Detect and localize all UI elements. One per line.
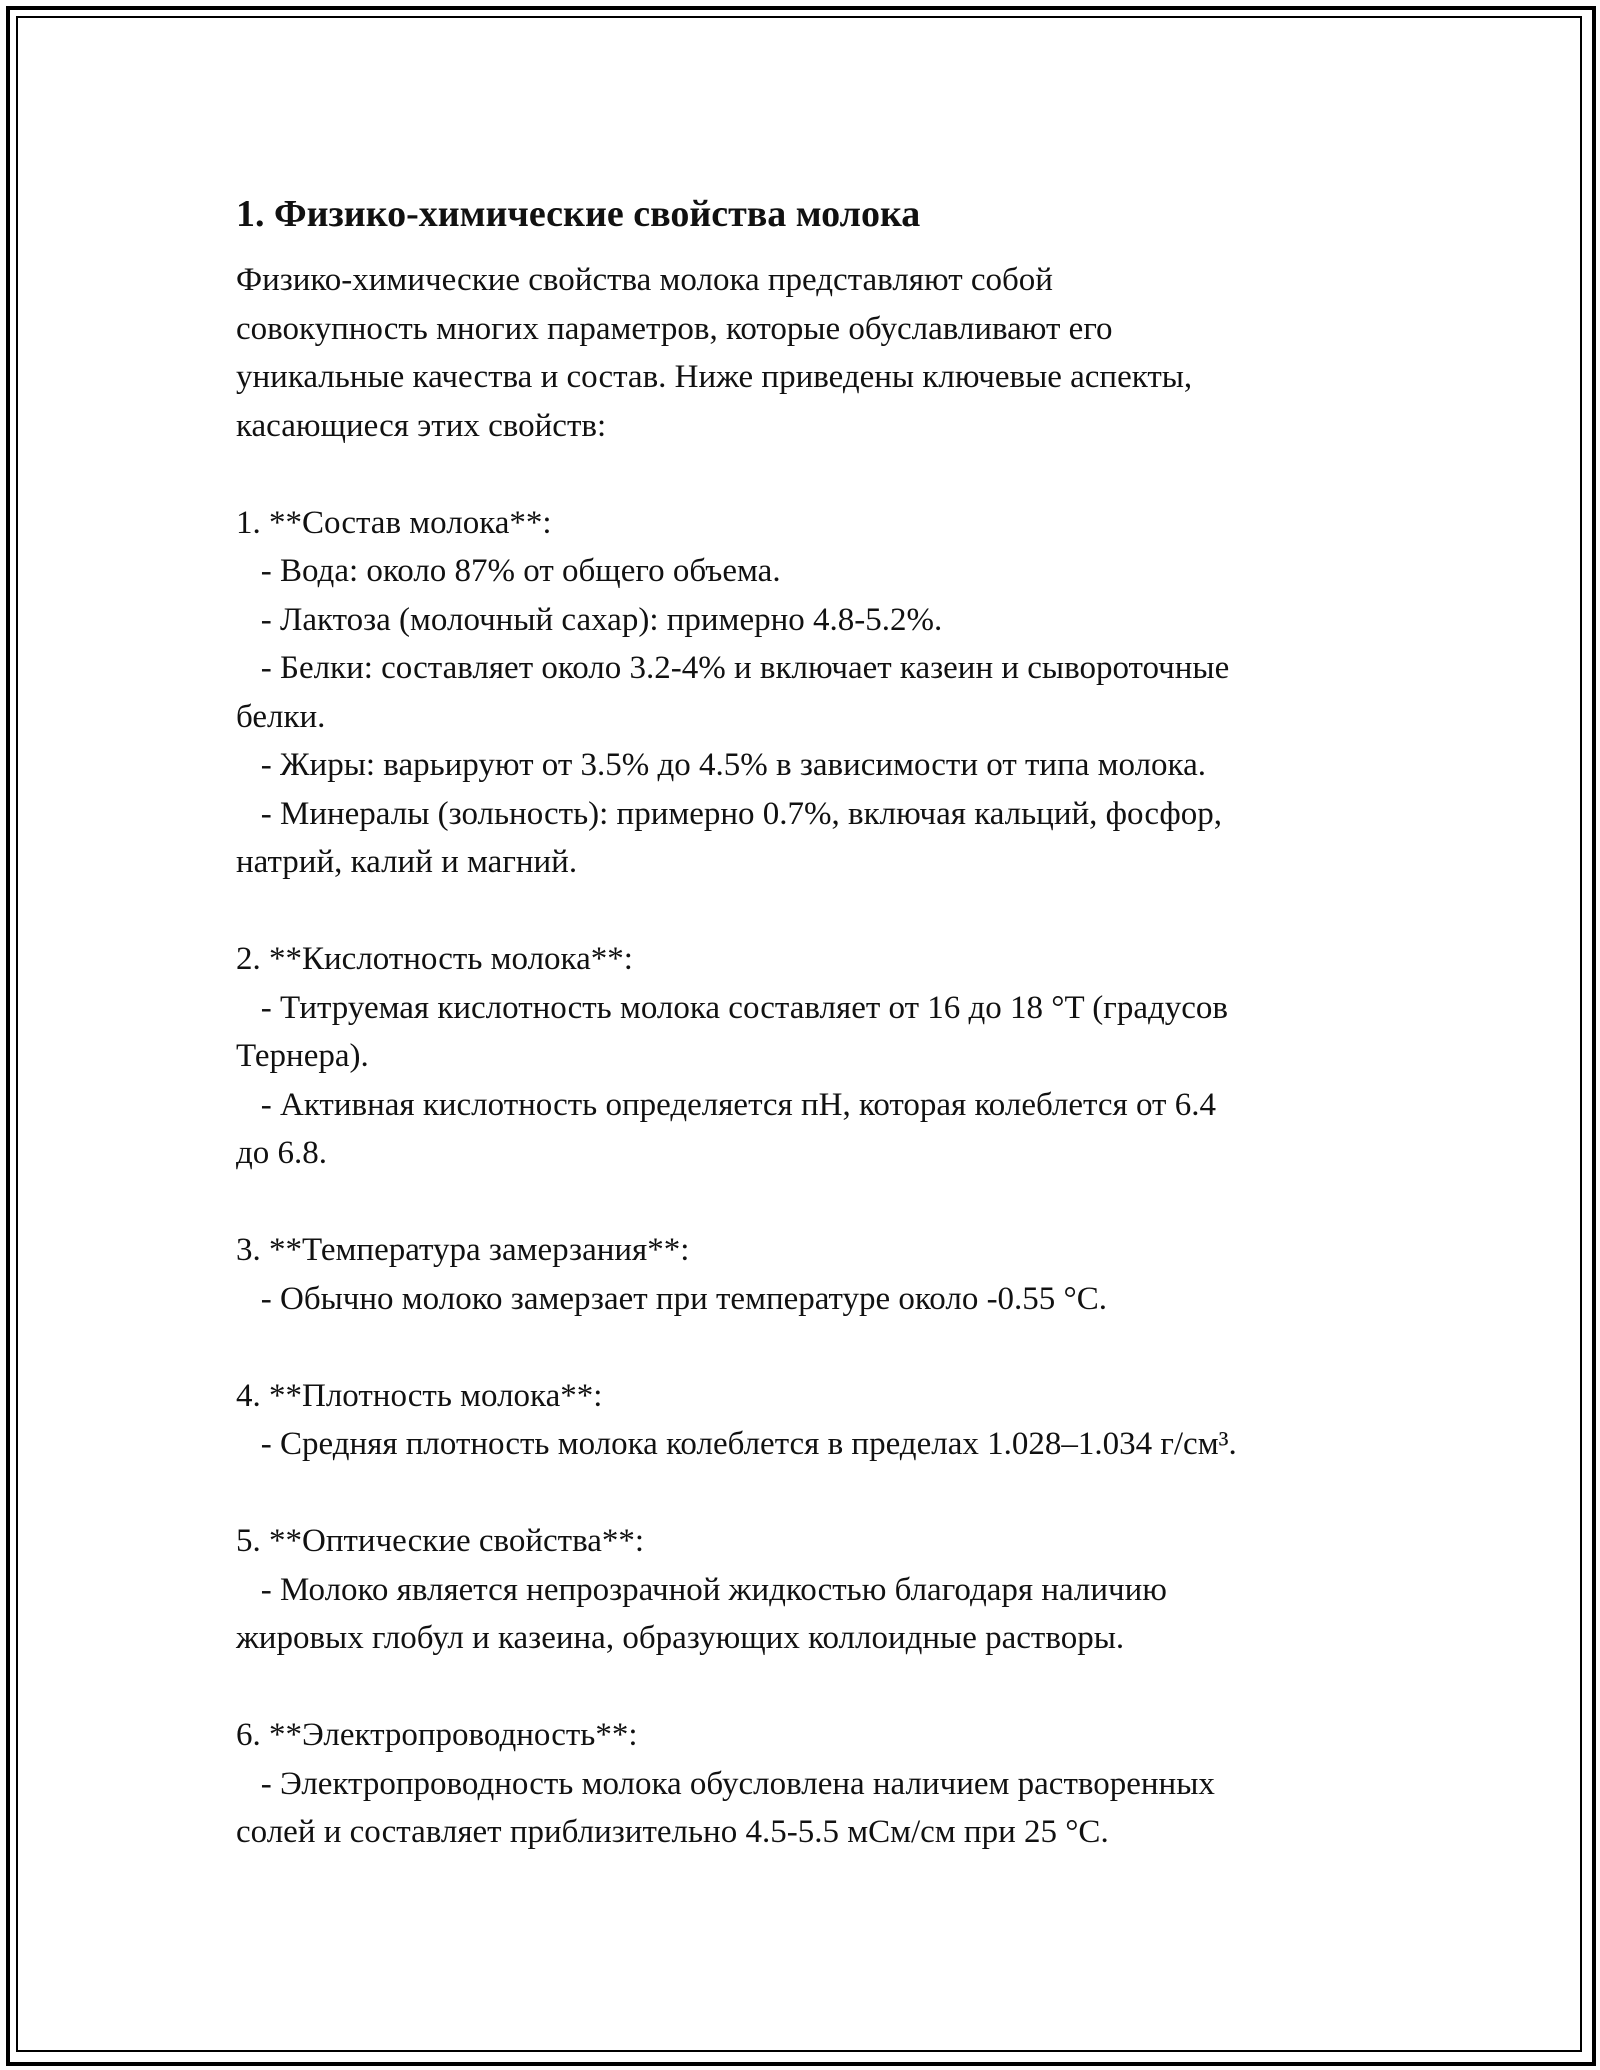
section-line: солей и составляет приблизительно 4.5-5.5 мСм/см при 25 °C. bbox=[236, 1814, 1109, 1850]
section-line: - Лактоза (молочный сахар): примерно 4.8-5.2%. bbox=[236, 601, 943, 638]
intro-line: уникальные качества и состав. Ниже приведены ключевые аспекты, bbox=[236, 359, 1193, 395]
section-line: до 6.8. bbox=[236, 1135, 328, 1171]
blank-line bbox=[236, 450, 1386, 499]
section-heading: 6. **Электропроводность**: bbox=[236, 1717, 638, 1753]
section-line: - Жиры: варьируют от 3.5% до 4.5% в зависимости от типа молока. bbox=[236, 747, 1206, 783]
section-line: - Средняя плотность молока колеблется в пределах 1.028–1.034 г/см³. bbox=[236, 1426, 1237, 1462]
section-line: - Титруемая кислотность молока составляет от 16 до 18 °T (градусов bbox=[236, 989, 1228, 1026]
section-density bbox=[236, 1372, 1386, 1469]
section-heading: 1. **Состав молока**: bbox=[236, 504, 552, 541]
section-optical bbox=[236, 1517, 1386, 1663]
blank-line bbox=[236, 1323, 1386, 1372]
section-line: - Активная кислотность определяется пН, которая колеблется от 6.4 bbox=[236, 1086, 1216, 1123]
page-title: 1. Физико-химические свойства молока bbox=[236, 193, 921, 235]
section-heading: 5. **Оптические свойства**: bbox=[236, 1523, 645, 1559]
section-line: - Обычно молоко замерзает при температуре около -0.55 °C. bbox=[236, 1280, 1108, 1317]
blank-line bbox=[236, 1178, 1386, 1227]
section-line: Тернера). bbox=[236, 1038, 369, 1074]
section-acidity bbox=[236, 935, 1386, 1178]
intro-line: касающиеся этих свойств: bbox=[236, 407, 607, 444]
section-heading: 2. **Кислотность молока**: bbox=[236, 941, 633, 977]
intro-paragraph bbox=[236, 256, 1386, 450]
section-line: - Минералы (зольность): примерно 0.7%, включая кальций, фосфор, bbox=[236, 795, 1223, 832]
section-heading: 3. **Температура замерзания**: bbox=[236, 1232, 690, 1268]
blank-line bbox=[236, 887, 1386, 936]
document-body bbox=[236, 186, 1386, 1857]
section-freezing-point bbox=[236, 1226, 1386, 1323]
section-conductivity bbox=[236, 1711, 1386, 1857]
section-line: жировых глобул и казеина, образующих коллоидные растворы. bbox=[236, 1620, 1125, 1656]
blank-line bbox=[236, 1469, 1386, 1518]
section-line: - Вода: около 87% от общего объема. bbox=[236, 553, 781, 589]
intro-line: Физико-химические свойства молока представляют собой bbox=[236, 262, 1053, 298]
blank-line bbox=[236, 1663, 1386, 1712]
section-line: - Белки: составляет около 3.2-4% и включает казеин и сывороточные bbox=[236, 650, 1230, 686]
section-heading: 4. **Плотность молока**: bbox=[236, 1377, 603, 1414]
section-line: белки. bbox=[236, 698, 326, 735]
section-line: - Электропроводность молока обусловлена наличием растворенных bbox=[236, 1765, 1215, 1802]
section-composition bbox=[236, 499, 1386, 887]
section-line: - Молоко является непрозрачной жидкостью благодаря наличию bbox=[236, 1571, 1167, 1608]
section-line: натрий, калий и магний. bbox=[236, 844, 578, 880]
intro-line: совокупность многих параметров, которые обуславливают его bbox=[236, 310, 1113, 347]
